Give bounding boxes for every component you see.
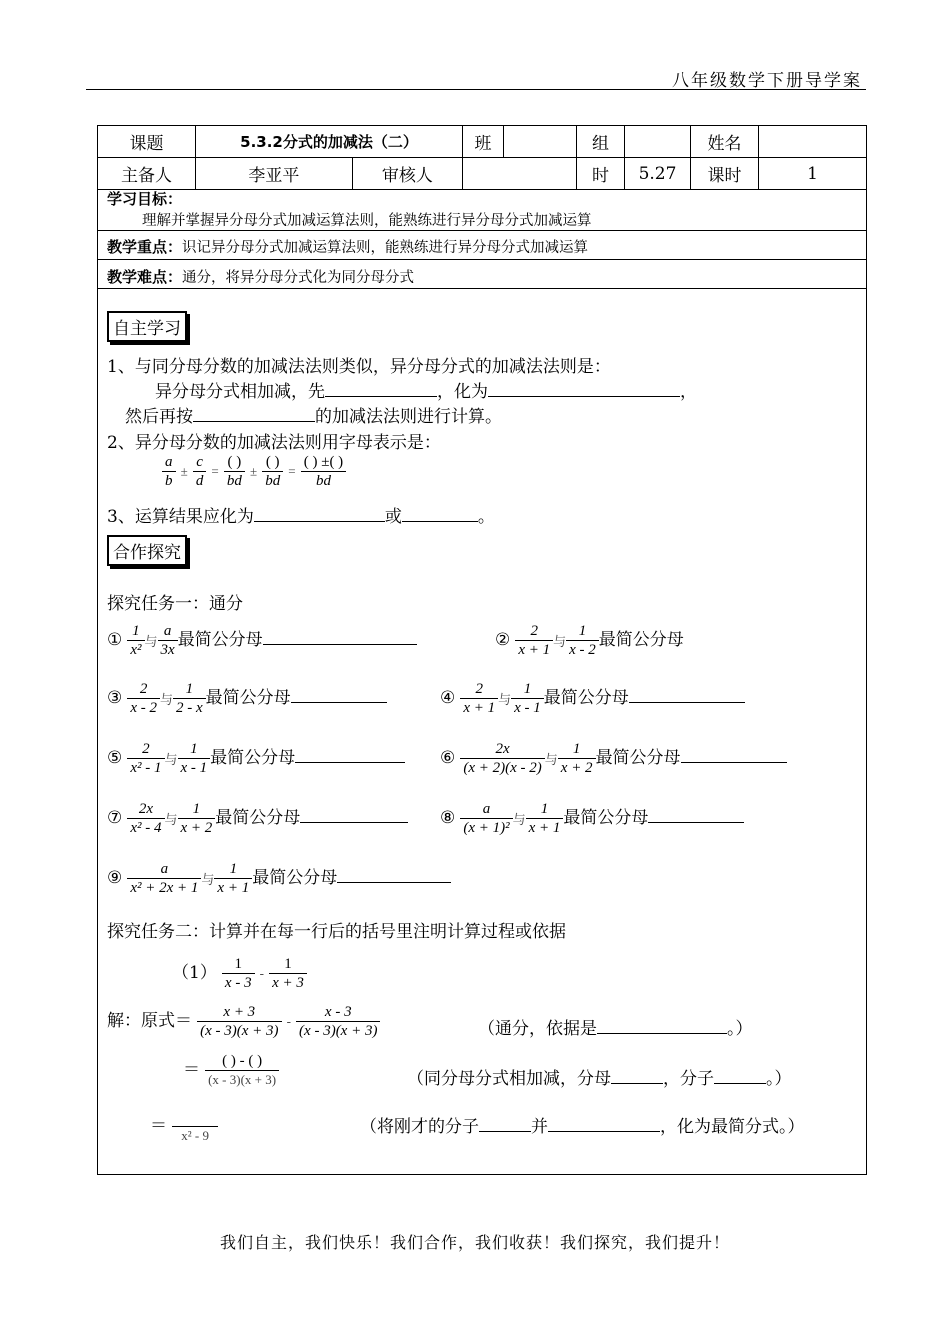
- numerator: a: [158, 622, 178, 641]
- numerator: a: [460, 800, 512, 819]
- numerator: c: [193, 453, 207, 472]
- denominator: (x + 2)(x - 2): [463, 760, 542, 776]
- solution-step-1: [107, 1003, 380, 1040]
- fraction: [205, 1052, 279, 1089]
- denominator: bd: [315, 473, 331, 489]
- numerator: 1: [558, 740, 596, 759]
- preparer-label: 主备人: [98, 158, 196, 190]
- denominator: (x + 1)²: [463, 820, 510, 836]
- with-word: 与: [498, 692, 512, 707]
- note-text: （通分，依据是: [478, 1019, 597, 1039]
- numerator: x - 3: [296, 1003, 380, 1022]
- lcd-label: 最简公分母: [252, 868, 338, 888]
- blank-lcd[interactable]: [300, 804, 408, 823]
- task-1-title: 探究任务一：通分: [107, 594, 243, 614]
- time-value: 5.27: [625, 158, 691, 190]
- denominator: x + 2: [560, 760, 593, 776]
- divider: [97, 259, 867, 260]
- fraction: [127, 800, 164, 837]
- fraction: [460, 800, 512, 837]
- numerator[interactable]: ( ): [262, 453, 283, 472]
- fraction: [172, 1108, 218, 1145]
- blank-lcd[interactable]: [681, 744, 787, 763]
- note-text: ，化为最简分式。）: [660, 1117, 805, 1137]
- note-text: ，分子: [663, 1069, 714, 1089]
- denominator: bd: [226, 473, 242, 489]
- period-value: 1: [759, 158, 867, 190]
- blank-lcd[interactable]: [295, 744, 405, 763]
- denominator: x + 1: [463, 700, 496, 716]
- with-word: 与: [164, 752, 178, 767]
- denominator: x - 2: [569, 642, 596, 658]
- numerator-blank[interactable]: [172, 1108, 218, 1127]
- item-index: ③: [107, 688, 123, 708]
- numerator: 2x: [460, 740, 544, 759]
- blank-basis[interactable]: [597, 1015, 727, 1034]
- note-text: 。）: [766, 1069, 792, 1089]
- blank-lcd[interactable]: [337, 864, 451, 883]
- note-text: （同分母分式相加减，分母: [407, 1069, 611, 1089]
- group-label: 组: [577, 126, 625, 158]
- solution-step-2: [183, 1052, 279, 1089]
- key-point-text: 识记异分母分式加减运算法则，能熟练进行异分母分式加减运算: [182, 240, 589, 256]
- lcd-label: 最简公分母: [598, 630, 684, 650]
- blank-result-form-2[interactable]: [402, 503, 478, 522]
- reviewer-value: [463, 158, 577, 190]
- fraction-a-b: [162, 453, 176, 490]
- denominator: x + 2: [180, 820, 213, 836]
- fraction-blank-bd-2: [262, 453, 283, 490]
- numerator: 1: [511, 680, 544, 699]
- fraction: [214, 860, 252, 897]
- lcd-label: 最简公分母: [543, 688, 629, 708]
- fraction-blank-bd-3: [301, 453, 346, 490]
- q1-text-d: 然后再按: [125, 407, 193, 427]
- lcd-label: 最简公分母: [210, 748, 296, 768]
- fraction: [269, 955, 307, 992]
- with-word: 与: [201, 872, 215, 887]
- fraction: [127, 740, 164, 777]
- objectives-label: 学习目标：: [107, 190, 183, 208]
- item-index: ⑥: [440, 748, 456, 768]
- numerator: 2: [127, 740, 164, 759]
- divider: [97, 288, 867, 289]
- solution-step-3: [150, 1108, 218, 1145]
- solution-lead: 解：原式＝: [107, 1011, 192, 1031]
- denominator: 2 - x: [176, 700, 203, 716]
- numerator: 1: [566, 622, 599, 641]
- fraction: [526, 800, 564, 837]
- note-text: 。）: [727, 1019, 753, 1039]
- q1-text-a: 异分母分式相加减，先: [155, 382, 325, 402]
- item-index: ⑧: [440, 808, 456, 828]
- solution-note-3: [360, 1112, 805, 1137]
- blank-simplify[interactable]: [548, 1113, 660, 1132]
- blank-lcd[interactable]: [291, 684, 387, 703]
- lcd-label: 最简公分母: [563, 808, 649, 828]
- key-point-label: 教学重点：: [107, 238, 183, 256]
- lcd-item: [495, 622, 684, 659]
- fraction: [460, 680, 498, 717]
- fraction: [178, 740, 211, 777]
- item-index: ④: [440, 688, 456, 708]
- equals: ＝: [150, 1116, 167, 1136]
- fraction: [566, 622, 599, 659]
- q1-text-e: 的加减法法则进行计算。: [315, 407, 502, 427]
- numerator: 1: [178, 740, 211, 759]
- class-label: 班: [463, 126, 504, 158]
- denominator: x² - 1: [130, 760, 162, 776]
- q1-text-b: ，化为: [437, 382, 488, 402]
- header-rule: [86, 89, 866, 90]
- blank-first-step[interactable]: [325, 378, 437, 397]
- lcd-item: [107, 680, 387, 717]
- question-1-line-3: [125, 402, 502, 427]
- denominator: x + 1: [518, 642, 551, 658]
- numerator: 1: [127, 622, 144, 641]
- q3-text-c: 。: [477, 507, 495, 527]
- denominator: x² - 4: [130, 820, 162, 836]
- item-index: ⑨: [107, 868, 123, 888]
- lcd-label: 最简公分母: [205, 688, 291, 708]
- problem-1: [172, 955, 307, 992]
- footer-slogan: 我们自主，我们快乐！我们合作，我们收获！我们探究，我们提升！: [219, 1233, 730, 1252]
- numerator[interactable]: ( ): [224, 453, 245, 472]
- lcd-item: [107, 800, 408, 837]
- minus: -: [286, 1013, 291, 1029]
- denominator: (x - 3)(x + 3): [208, 1072, 277, 1087]
- fraction-blank-bd-1: [224, 453, 245, 490]
- self-study-heading: 自主学习: [107, 311, 187, 342]
- blank-numerator[interactable]: [714, 1065, 766, 1084]
- question-1: 1、与同分母分数的加减法法则类似，异分母分式的加减法法则是：: [107, 357, 611, 377]
- denominator: x + 3: [272, 975, 304, 991]
- difficulty-label: 教学难点：: [107, 268, 183, 286]
- item-index: ②: [495, 630, 511, 650]
- task-2-title: 探究任务二：计算并在每一行后的括号里注明计算过程或依据: [107, 922, 566, 942]
- difficulty-row: [107, 266, 414, 287]
- denominator: b: [165, 473, 173, 489]
- note-text: 并: [531, 1117, 548, 1137]
- with-word: 与: [144, 634, 158, 649]
- problem-label: （1）: [172, 963, 217, 983]
- denominator: x - 3: [224, 975, 252, 991]
- lcd-label: 最简公分母: [215, 808, 301, 828]
- numerator: 1: [214, 860, 252, 879]
- lesson-info-table: [97, 125, 867, 190]
- solution-note-2: [407, 1064, 792, 1089]
- numerator: 2: [460, 680, 498, 699]
- numerator: a: [162, 453, 176, 472]
- q3-text-a: 3、运算结果应化为: [107, 507, 254, 527]
- lcd-item: [107, 740, 405, 777]
- numerator: 2: [127, 680, 160, 699]
- fraction: [558, 740, 596, 777]
- denominator: x - 2: [130, 700, 157, 716]
- q1-text-c: ，: [680, 382, 697, 402]
- fraction: [178, 800, 216, 837]
- with-word: 与: [160, 692, 174, 707]
- blank-lcd[interactable]: [263, 626, 417, 645]
- reviewer-label: 审核人: [352, 158, 462, 190]
- with-word: 与: [164, 812, 178, 827]
- fraction: [127, 622, 144, 659]
- numerator[interactable]: ( ) ±( ): [301, 453, 346, 472]
- lcd-item: [440, 800, 744, 837]
- numerator: 1: [178, 800, 216, 819]
- with-word: 与: [544, 752, 558, 767]
- with-word: 与: [512, 812, 526, 827]
- question-3: [107, 502, 495, 527]
- objectives-text: 理解并掌握异分母分式加减运算法则，能熟练进行异分母分式加减运算: [142, 213, 592, 229]
- group-value[interactable]: [625, 126, 691, 158]
- topic-value: 5.3.2分式的加减法（二）: [196, 126, 463, 158]
- plus-minus: ±: [180, 463, 188, 479]
- denominator: (x - 3)(x + 3): [200, 1023, 279, 1039]
- fraction-c-d: [193, 453, 207, 490]
- difficulty-text: 通分，将异分母分式化为同分母分式: [182, 270, 415, 286]
- denominator: d: [195, 473, 204, 489]
- denominator: x + 1: [217, 880, 250, 896]
- question-2: 2、异分母分数的加减法法则用字母表示是：: [107, 433, 441, 453]
- denominator: x + 1: [528, 820, 561, 836]
- solution-note-1: [478, 1014, 753, 1039]
- item-index: ①: [107, 630, 123, 650]
- numerator: x + 3: [197, 1003, 281, 1022]
- blank-operation[interactable]: [479, 1113, 531, 1132]
- blank-denominator[interactable]: [611, 1065, 663, 1084]
- cooperation-heading: 合作探究: [107, 535, 187, 566]
- lcd-item: [440, 740, 787, 777]
- denominator: x²: [130, 642, 142, 658]
- time-label: 时: [577, 158, 625, 190]
- item-index: ⑤: [107, 748, 123, 768]
- fraction: [222, 955, 255, 992]
- numerator[interactable]: ( ) - ( ): [205, 1052, 279, 1071]
- name-label: 姓名: [691, 126, 759, 158]
- period-label: 课时: [691, 158, 759, 190]
- blank-lcd[interactable]: [629, 684, 745, 703]
- lcd-label: 最简公分母: [595, 748, 681, 768]
- with-word: 与: [553, 634, 567, 649]
- fraction: [127, 860, 201, 897]
- fraction: [197, 1003, 281, 1040]
- plus-minus: ±: [249, 463, 258, 479]
- fraction: [127, 680, 160, 717]
- lcd-label: 最简公分母: [177, 630, 263, 650]
- numerator: 2: [515, 622, 553, 641]
- lcd-item: [440, 680, 745, 717]
- denominator: x² + 2x + 1: [130, 880, 199, 896]
- denominator: (x - 3)(x + 3): [299, 1023, 378, 1039]
- document-header-title: 八年级数学下册导学案: [672, 71, 862, 91]
- fraction: [158, 622, 178, 659]
- preparer-value: 李亚平: [196, 158, 353, 190]
- fraction: [515, 622, 553, 659]
- lcd-item: [107, 860, 451, 897]
- item-index: ⑦: [107, 808, 123, 828]
- q3-text-b: 或: [384, 507, 402, 527]
- blank-lcd[interactable]: [648, 804, 744, 823]
- divider: [97, 230, 867, 231]
- name-value[interactable]: [759, 126, 867, 158]
- numerator: 1: [526, 800, 564, 819]
- fraction: [296, 1003, 380, 1040]
- denominator: x - 1: [514, 700, 541, 716]
- topic-label: 课题: [98, 126, 196, 158]
- numerator: 1: [173, 680, 206, 699]
- minus: -: [259, 965, 265, 981]
- note-text: （将刚才的分子: [360, 1117, 479, 1137]
- numerator: 1: [269, 955, 307, 974]
- denominator: x - 1: [180, 760, 208, 776]
- blank-rule[interactable]: [193, 403, 315, 422]
- numerator: 2x: [127, 800, 164, 819]
- fraction: [511, 680, 544, 717]
- lcd-item: [107, 622, 417, 659]
- fraction: [173, 680, 206, 717]
- denominator: 3x: [160, 642, 175, 658]
- question-1-line-2: [155, 377, 697, 402]
- numerator: a: [127, 860, 201, 879]
- equals: ＝: [183, 1060, 200, 1080]
- equals: =: [211, 463, 219, 479]
- equals: =: [288, 463, 296, 479]
- denominator: x² - 9: [181, 1128, 209, 1143]
- key-point-row: [107, 236, 588, 257]
- numerator: 1: [222, 955, 255, 974]
- formula-fraction-rule: [162, 453, 346, 490]
- denominator: bd: [265, 473, 281, 489]
- blank-convert-to[interactable]: [488, 378, 680, 397]
- class-value[interactable]: [504, 126, 577, 158]
- fraction: [460, 740, 544, 777]
- blank-result-form-1[interactable]: [254, 503, 385, 522]
